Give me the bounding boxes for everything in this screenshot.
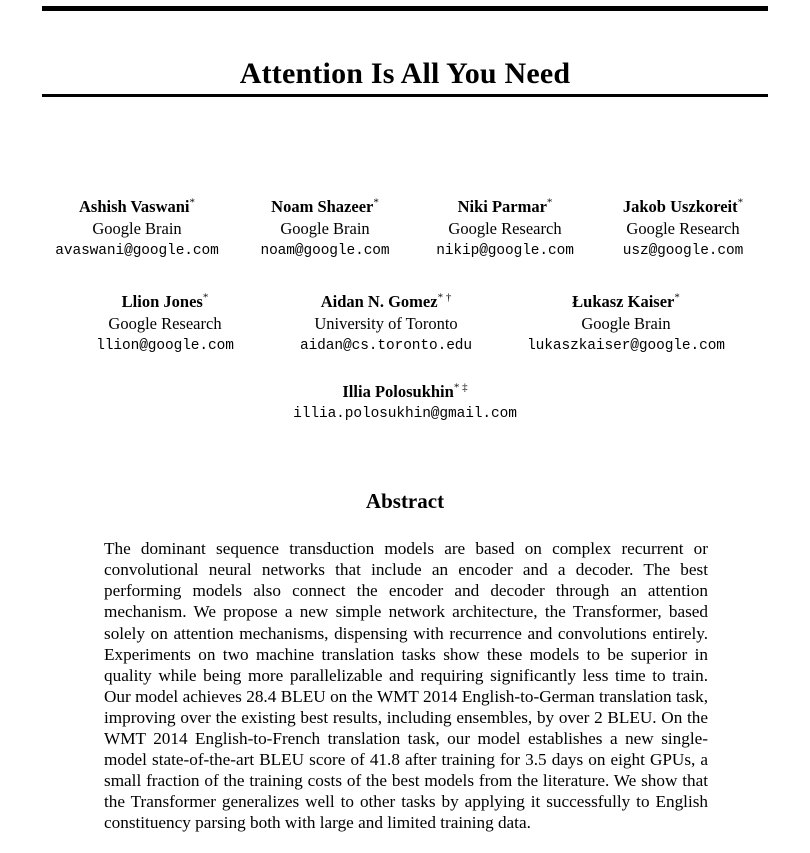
author-name-text: Ashish Vaswani <box>78 197 190 216</box>
author-email[interactable]: lukaszkaiser@google.com <box>527 338 725 355</box>
author-name-text: Noam Shazeer <box>271 197 374 216</box>
page-title: Attention Is All You Need <box>239 57 571 91</box>
author-email[interactable]: illia.polosukhin@gmail.com <box>293 406 517 423</box>
author-name <box>235 196 415 217</box>
author-block <box>39 196 235 261</box>
author-affiliation: Google Brain <box>92 219 182 239</box>
author-name <box>39 196 235 217</box>
author-email[interactable]: aidan@cs.toronto.edu <box>299 338 473 355</box>
abstract-heading: Abstract <box>365 489 445 514</box>
author-affiliation: Google Brain <box>280 219 370 239</box>
author-row-2 <box>0 291 810 356</box>
author-email[interactable]: noam@google.com <box>260 243 390 260</box>
author-name-text: Illia Polosukhin <box>342 382 454 401</box>
author-name-text: Jakob Uszkoreit <box>622 197 738 216</box>
author-name <box>415 196 595 217</box>
author-footnote-mark: * <box>202 291 209 304</box>
abstract-body: The dominant sequence transduction models are based on complex recurrent or convolutional neural networks that include an encoder and a decoder. The best performing models also connect the encoder and decoder through an attention mechanism. We propose a new simple network architecture, the Transformer, based solely on attention mechanisms, dispensing with recurrence and convolutions entirely. Experiments on two machine translation tasks show these models to be superior in quality while being more parallelizable and requiring significantly less time to train. Our model achieves 28.4 BLEU on the WMT 2014 English-to-German translation task, improving over the existing best results, including ensembles, by over 2 BLEU. On the WMT 2014 English-to-French translation task, our model establishes a new single-model state-of-the-art BLEU score of 41.8 after training for 3.5 days on eight GPUs, a small fraction of the training costs of the best models from the literature. We show that the Transformer generalizes well to other tasks by applying it successfully to English constituency parsing both with large and limited training data. <box>104 539 708 833</box>
author-name <box>293 381 517 402</box>
author-name <box>272 291 500 312</box>
author-footnote-mark: * <box>373 196 379 209</box>
author-email[interactable]: llion@google.com <box>96 338 234 355</box>
author-footnote-mark: * <box>546 196 553 209</box>
author-email[interactable]: nikip@google.com <box>436 243 574 260</box>
author-email[interactable]: avaswani@google.com <box>55 243 219 260</box>
author-block <box>415 196 595 261</box>
author-email[interactable]: usz@google.com <box>622 243 744 260</box>
author-name <box>595 196 771 217</box>
author-affiliation: Google Research <box>626 219 740 239</box>
author-block <box>58 291 272 356</box>
author-affiliation: Google Research <box>448 219 562 239</box>
author-block <box>500 291 752 356</box>
author-block <box>272 291 500 356</box>
author-name-text: Aidan N. Gomez <box>320 292 438 311</box>
author-affiliation: Google Research <box>108 314 222 334</box>
author-name <box>58 291 272 312</box>
author-row-3 <box>0 381 810 424</box>
author-name-text: Niki Parmar <box>457 197 547 216</box>
title-rule-bottom <box>42 94 768 97</box>
author-footnote-mark: * <box>189 196 196 209</box>
author-affiliation: Google Brain <box>581 314 671 334</box>
author-block <box>293 381 517 424</box>
author-footnote-mark: * <box>737 196 744 209</box>
author-name <box>500 291 752 312</box>
author-name-text: Łukasz Kaiser <box>572 292 675 311</box>
title-rule-top <box>42 6 768 11</box>
author-name-text: Llion Jones <box>121 292 203 311</box>
author-affiliation: University of Toronto <box>314 314 458 334</box>
author-footnote-mark: * † <box>437 291 452 304</box>
author-row-1 <box>0 196 810 261</box>
author-block <box>235 196 415 261</box>
author-footnote-mark: * <box>674 291 680 304</box>
author-block <box>595 196 771 261</box>
author-footnote-mark: * ‡ <box>453 381 468 394</box>
